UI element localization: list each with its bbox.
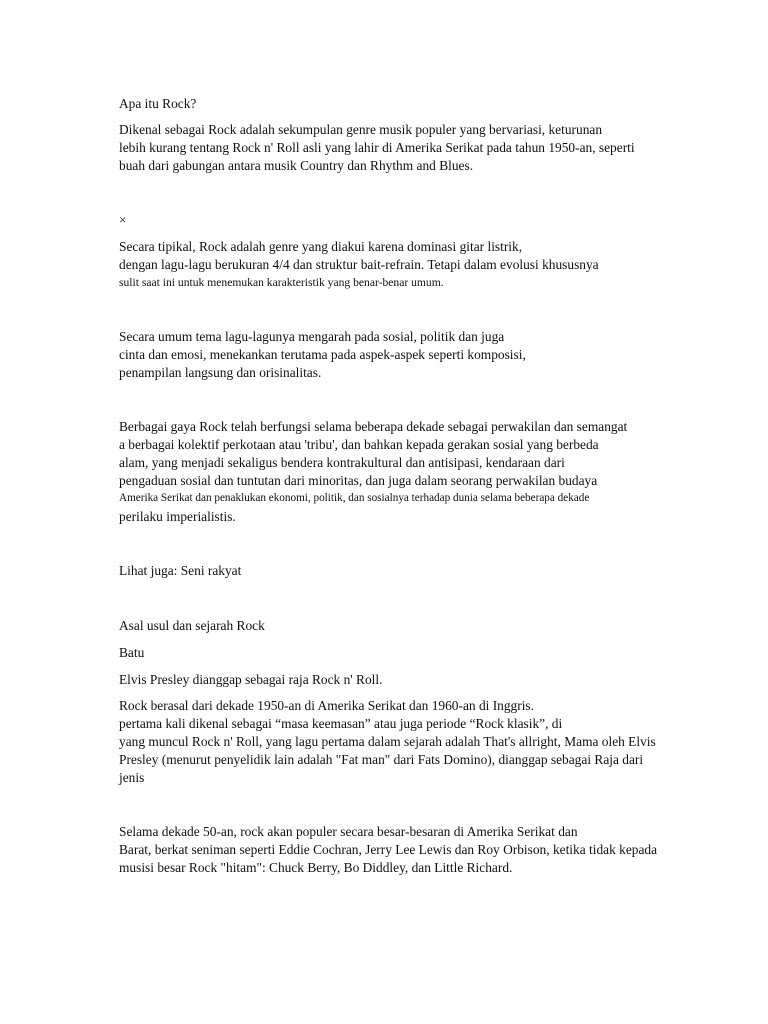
paragraph-line: Presley (menurut penyelidik lain adalah "Fat man" dari Fats Domino), dianggap sebagai Raja dari <box>119 752 644 767</box>
paragraph-line: Rock berasal dari dekade 1950-an di Amerika Serikat dan 1960-an di Inggris. <box>119 698 534 713</box>
paragraph-line: pengaduan sosial dan tuntutan dari minoritas, dan juga dalam seorang perwakilan budaya <box>119 473 598 488</box>
section-heading: Apa itu Rock? <box>119 96 197 111</box>
paragraph-line: Amerika Serikat dan penaklukan ekonomi, politik, dan sosialnya terhadap dunia selama beberapa dekade <box>119 492 590 504</box>
close-icon[interactable]: × <box>119 212 127 227</box>
subheading: Batu <box>119 645 145 660</box>
paragraph-line: alam, yang menjadi sekaligus bendera kontrakultural dan antisipasi, kendaraan dari <box>119 455 565 470</box>
paragraph-line: dengan lagu-lagu berukuran 4/4 dan struktur bait-refrain. Tetapi dalam evolusi khususnya <box>119 257 599 272</box>
paragraph-line: perilaku imperialistis. <box>119 509 236 524</box>
paragraph-line: Berbagai gaya Rock telah berfungsi selama beberapa dekade sebagai perwakilan dan semangat <box>119 419 628 434</box>
paragraph-line: yang muncul Rock n' Roll, yang lagu pertama dalam sejarah adalah That's allright, Mama oleh Elvis <box>119 734 656 749</box>
paragraph-line: Selama dekade 50-an, rock akan populer secara besar-besaran di Amerika Serikat dan <box>119 824 578 839</box>
paragraph-line: Secara umum tema lagu-lagunya mengarah pada sosial, politik dan juga <box>119 329 505 344</box>
section-heading: Asal usul dan sejarah Rock <box>119 618 265 633</box>
paragraph-line: a berbagai kolektif perkotaan atau 'tribu', dan bahkan kepada gerakan sosial yang berbeda <box>119 437 599 452</box>
paragraph-line: Barat, berkat seniman seperti Eddie Cochran, Jerry Lee Lewis dan Roy Orbison, ketika tidak kepada <box>119 842 658 857</box>
paragraph-line: jenis <box>119 770 145 785</box>
paragraph-line: Dikenal sebagai Rock adalah sekumpulan genre musik populer yang bervariasi, keturunan <box>119 122 603 137</box>
paragraph-line: pertama kali dikenal sebagai “masa keemasan” atau juga periode “Rock klasik”, di <box>119 716 563 731</box>
paragraph-line: cinta dan emosi, menekankan terutama pada aspek-aspek seperti komposisi, <box>119 347 526 362</box>
see-also-link: Lihat juga: Seni rakyat <box>119 563 242 578</box>
paragraph-line: lebih kurang tentang Rock n' Roll asli yang lahir di Amerika Serikat pada tahun 1950-an, seperti <box>119 140 635 155</box>
paragraph-line: Secara tipikal, Rock adalah genre yang diakui karena dominasi gitar listrik, <box>119 239 523 254</box>
paragraph-line: buah dari gabungan antara musik Country dan Rhythm and Blues. <box>119 158 474 173</box>
paragraph-line: sulit saat ini untuk menemukan karakteristik yang benar-benar umum. <box>119 276 444 289</box>
image-caption: Elvis Presley dianggap sebagai raja Rock n' Roll. <box>119 672 383 687</box>
paragraph-line: penampilan langsung dan orisinalitas. <box>119 365 322 380</box>
paragraph-line: musisi besar Rock "hitam": Chuck Berry, Bo Diddley, dan Little Richard. <box>119 860 513 875</box>
